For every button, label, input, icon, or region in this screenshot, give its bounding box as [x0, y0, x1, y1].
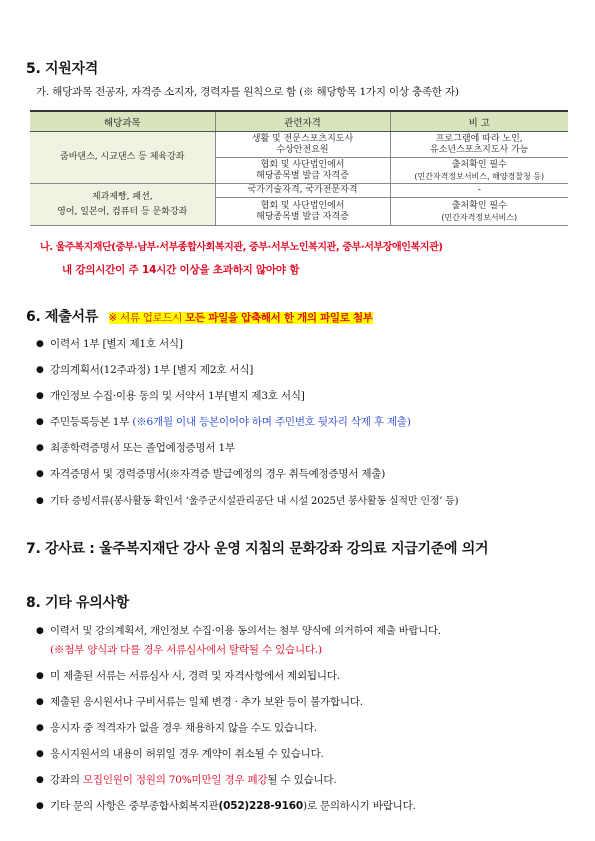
- bullet-icon: ●: [36, 801, 44, 811]
- bullet-icon: ●: [36, 339, 44, 349]
- table-cell-qual: [215, 132, 390, 158]
- list-item: [36, 720, 317, 735]
- table-row: [30, 132, 568, 158]
- closing-condition: 모집인원이 정원의 70%미만일 경우 폐강: [82, 774, 268, 786]
- bullet-icon: ●: [36, 775, 44, 785]
- cell-line: 영어, 일본어, 컴퓨터 등 문화강좌: [57, 206, 188, 217]
- cell-line: 수상안전요원: [276, 144, 329, 155]
- list-item: [36, 492, 458, 507]
- list-item: [36, 440, 235, 455]
- section6-title-text: 6. 제출서류: [26, 309, 98, 325]
- list-item: [36, 798, 416, 813]
- upload-notice-bold: 모든 파일을 압축해서 한 개의 파일로 첨부: [185, 312, 373, 324]
- list-item-text: 강의계획서(12주과정) 1부 [별지 제2호 서식]: [50, 364, 254, 376]
- cell-line: 제과제빵, 패션,: [91, 191, 153, 202]
- table-cell-qual: 국가기술자격, 국가전문자격: [215, 184, 390, 198]
- list-item: [36, 622, 441, 637]
- cell-line: 출처확인 필수: [451, 200, 507, 211]
- cell-line: 협회 및 사단법인에서: [260, 159, 345, 170]
- section5-na-line1: 나. 울주복지재단(중부·남부·서부종합사회복지관, 중부·서부노인복지관, 중부·서부장애인복지관): [40, 242, 443, 253]
- bullet-icon: ●: [36, 391, 44, 401]
- table-cell-note: [390, 132, 568, 158]
- list-item-text: 이력서 및 강의계획서, 개인정보 수집·이용 동의서는 첨부 양식에 의거하여 제출 바랍니다.: [50, 625, 441, 637]
- bullet-icon: ●: [36, 443, 44, 453]
- cell-line: 협회 및 사단법인에서: [260, 200, 345, 211]
- upload-notice-prefix: ※ 서류 업로드시: [108, 312, 186, 324]
- list-item: [36, 466, 385, 481]
- section8-title: 8. 기타 유의사항: [26, 595, 129, 611]
- table-header: 관련자격: [215, 111, 390, 132]
- table-cell-qual: [215, 158, 390, 184]
- list-item: [36, 694, 363, 709]
- cell-line: 출처확인 필수: [451, 159, 507, 170]
- list-item-text: 응시지원서의 내용이 허위일 경우 계약이 취소될 수 있습니다.: [50, 748, 324, 760]
- cell-line: 해당종목별 발급 자격증: [256, 170, 349, 181]
- list-item: [36, 362, 253, 377]
- list-item-text: 기타 문의 사항은 중부종합사회복지관: [50, 800, 219, 812]
- list-item-text: 개인정보 수집·이용 동의 및 서약서 1부[별지 제3호 서식]: [50, 390, 305, 402]
- table-cell-note: -: [390, 184, 568, 198]
- list-item-text: 응시자 중 적격자가 없을 경우 채용하지 않을 수도 있습니다.: [50, 722, 317, 734]
- cell-line: 프로그램에 따라 노인,: [435, 133, 523, 144]
- table-cell-note: [390, 198, 568, 226]
- cell-line: 해당종목별 발급 자격증: [256, 211, 349, 222]
- list-item-text: 강좌의: [50, 774, 83, 786]
- bullet-icon: ●: [36, 417, 44, 427]
- list-item: [36, 388, 305, 403]
- bullet-icon: ●: [36, 365, 44, 375]
- table-row: [30, 184, 568, 198]
- bullet-icon: ●: [36, 697, 44, 707]
- cell-line: 생활 및 전문스포츠지도사: [251, 133, 354, 144]
- list-item: [36, 668, 340, 683]
- bullet-icon: ●: [36, 749, 44, 759]
- bullet-icon: ●: [36, 469, 44, 479]
- section6-title: [26, 306, 373, 326]
- list-item-text: 최종학력증명서 또는 졸업예정증명서 1부: [50, 442, 235, 454]
- cell-line: 유소년스포츠지도사 가능: [430, 144, 529, 155]
- section5-na-line2: 내 강의시간이 주 14시간 이상을 초과하지 않아야 함: [62, 264, 300, 276]
- list-item-text: 이력서 1부 [별지 제1호 서식]: [50, 338, 183, 350]
- bullet-icon: ●: [36, 723, 44, 733]
- section5-ga: 가. 해당과목 전공자, 자격증 소지자, 경력자를 원칙으로 함 (※ 해당항목 1가지 이상 충족한 자): [36, 86, 459, 98]
- list-item-text: 자격증명서 및 경력증명서(※자격증 발급예정의 경우 취득예정증명서 제출): [50, 468, 386, 480]
- item1-note: (※첨부 양식과 다를 경우 서류심사에서 탈락될 수 있습니다.): [50, 644, 322, 656]
- cell-line: (민간자격정보서비스, 해양경찰청 등): [414, 171, 545, 181]
- table-cell-subject: 줌바댄스, 시교댄스 등 체육강좌: [30, 132, 215, 184]
- list-item-text: )로 문의하시기 바랍니다.: [302, 800, 416, 812]
- contact-phone: (052)228-9160: [218, 800, 303, 812]
- table-cell-qual: [215, 198, 390, 226]
- upload-notice: [109, 312, 373, 324]
- list-item-text: 기타 증빙서류(봉사활동 확인서 ‘울주군시설관리공단 내 시설 2025년 봉사활동 실적만 인정’ 등): [50, 496, 459, 507]
- list-item-text: 될 수 있습니다.: [267, 774, 337, 786]
- table-cell-note: [390, 158, 568, 184]
- cell-line: (민간자격정보서비스): [441, 212, 518, 222]
- table-header: 해당과목: [30, 111, 215, 132]
- table-header-row: [30, 111, 568, 132]
- list-item: [36, 746, 324, 761]
- qualifications-table: [30, 110, 568, 226]
- resident-note: (※6개월 이내 등본이어야 하며 주민번호 뒷자리 삭제 후 제출): [132, 416, 411, 428]
- list-item: [36, 336, 183, 351]
- list-item-text: 제출된 응시원서나 구비서류는 일체 변경 · 추가 보완 등이 불가합니다.: [50, 696, 363, 708]
- list-item: [36, 414, 411, 429]
- table-cell-subject: [30, 184, 215, 226]
- list-item-text: 미 제출된 서류는 서류심사 시, 경력 및 자격사항에서 제외됩니다.: [50, 670, 340, 682]
- list-item: [36, 772, 336, 787]
- bullet-icon: ●: [36, 671, 44, 681]
- list-item-text: 주민등록등본 1부: [50, 416, 133, 428]
- bullet-icon: ●: [36, 626, 44, 636]
- bullet-icon: ●: [36, 496, 44, 506]
- table-header: 비 고: [390, 111, 568, 132]
- section7-title: 7. 강사료 : 울주복지재단 강사 운영 지침의 문화강좌 강의료 지급기준에 의거: [26, 541, 489, 557]
- section5-title: 5. 지원자격: [26, 61, 98, 77]
